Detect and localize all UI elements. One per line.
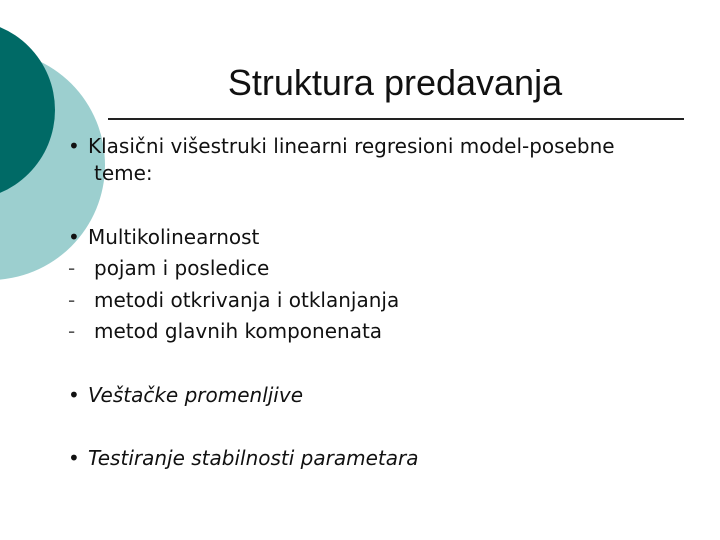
bullet-item-3-text: Veštačke promenljive [88,383,303,407]
slide-title: Struktura predavanja [227,62,563,103]
bullet-icon: • [68,446,80,470]
bullet-icon: • [68,134,80,158]
dash-icon: - [68,288,76,312]
title-underline [108,118,684,120]
bullet-item-1-text: Klasični višestruki linearni regresioni model-posebne [88,134,615,158]
bullet-item-1-continuation [94,160,153,186]
sub-item-3 [68,318,382,344]
bullet-item-4 [68,445,418,471]
dash-icon: - [68,319,76,343]
bullet-item-4-text: Testiranje stabilnosti parametara [88,446,419,470]
bullet-icon: • [68,225,80,249]
bullet-item-2-text: Multikolinearnost [88,225,260,249]
bullet-icon: • [68,383,80,407]
bullet-item-2 [68,224,259,250]
sub-item-2 [68,287,399,313]
sub-item-1 [68,255,269,281]
dash-icon: - [68,256,76,280]
sub-item-1-text: pojam i posledice [94,256,270,280]
sub-item-3-text: metod glavnih komponenata [94,319,383,343]
sub-item-2-text: metodi otkrivanja i otklanjanja [94,288,400,312]
bullet-item-3 [68,382,303,408]
bullet-item-1 [68,133,615,159]
bullet-item-1-text-cont: teme: [94,161,153,185]
